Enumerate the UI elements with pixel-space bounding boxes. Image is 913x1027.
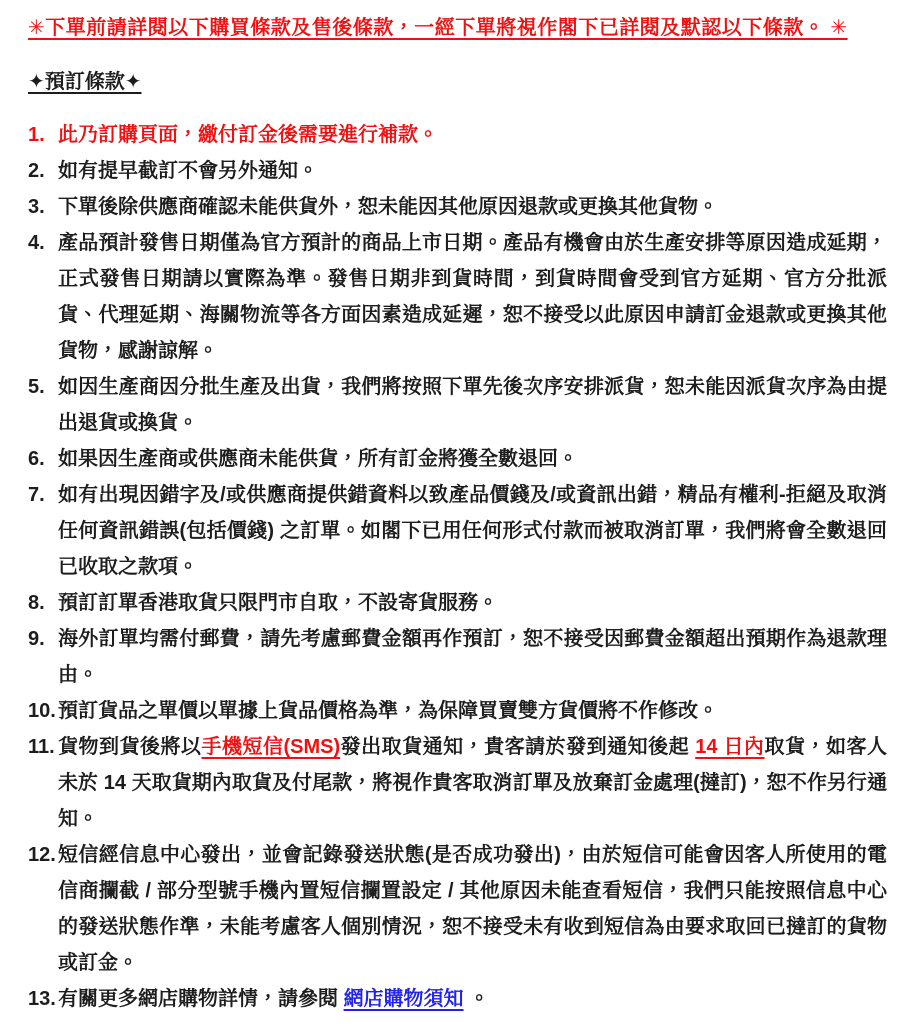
text-run: 如有出現因錯字及/或供應商提供錯資料以致產品價錢及/或資訊出錯，精品有權利-拒絕及取消任何資訊錯誤(包括價錢) 之訂單。如閣下已用任何形式付款而被取消訂單，我們將會全數退回已收取之款項。 — [58, 484, 887, 578]
text-run: 產品預計發售日期僅為官方預計的商品上市日期。產品有機會由於生產安排等原因造成延期，正式發售日期請以實際為準。發售日期非到貨時間，到貨時間會受到官方延期、官方分批派貨、代理延期、海關物流等各方面因素造成延遲，恕不接受以此原因申請訂金退款或更換其他貨物，感謝諒解。 — [58, 232, 887, 362]
term-text — [58, 153, 887, 189]
text-run: 貨物到貨後將以 — [58, 736, 202, 758]
term-number: 2. — [28, 160, 45, 182]
term-item-6 — [28, 441, 887, 477]
term-number: 12. — [28, 844, 56, 866]
text-run: 短信經信息中心發出，並會記錄發送狀態(是否成功發出)，由於短信可能會因客人所使用的電信商攔截 / 部分型號手機內置短信攔置設定 / 其他原因未能查看短信，我們只能按照信息中心的發送狀態作準，未能考慮客人個別情況，恕不接受未有收到短信為由要求取回已撻訂的貨物或訂金。 — [58, 844, 887, 974]
pre-order-warning-header: ✳下單前請詳閱以下購買條款及售後條款，一經下單將視作閣下已詳閱及默認以下條款。 ✳ — [28, 17, 848, 39]
term-number: 13. — [28, 988, 56, 1010]
term-item-1 — [28, 117, 887, 153]
term-item-8 — [28, 585, 887, 621]
text-run: 此乃訂購頁面，繳付訂金後需要進行補款。 — [58, 124, 438, 146]
term-item-4 — [28, 225, 887, 369]
pickup-deadline-highlight: 14 日內 — [695, 736, 765, 758]
term-number: 10. — [28, 700, 56, 722]
term-item-9 — [28, 621, 887, 693]
term-number: 5. — [28, 376, 45, 398]
term-item-7 — [28, 477, 887, 585]
term-text — [58, 585, 887, 621]
term-text — [58, 837, 887, 981]
section-title-preorder-terms: ✦預訂條款✦ — [28, 71, 142, 93]
text-run: 預訂訂單香港取貨只限門市自取，不設寄貨服務。 — [58, 592, 498, 614]
term-item-5 — [28, 369, 887, 441]
term-text — [58, 477, 887, 585]
term-item-3 — [28, 189, 887, 225]
text-run: 有關更多網店購物詳情，請參閱 — [58, 988, 344, 1010]
term-number: 11. — [28, 736, 55, 758]
sms-notice-highlight: 手機短信(SMS) — [201, 736, 341, 758]
text-run: 海外訂單均需付郵費，請先考慮郵費金額再作預訂，恕不接受因郵費金額超出預期作為退款理由。 — [58, 628, 887, 686]
term-text — [58, 981, 887, 1017]
term-item-10 — [28, 693, 887, 729]
term-item-2 — [28, 153, 887, 189]
term-item-13 — [28, 981, 887, 1017]
term-text — [58, 117, 887, 153]
term-number: 3. — [28, 196, 45, 218]
term-item-11 — [28, 729, 887, 837]
term-item-12 — [28, 837, 887, 981]
text-run: 下單後除供應商確認未能供貨外，恕未能因其他原因退款或更換其他貨物。 — [58, 196, 718, 218]
term-text — [58, 225, 887, 369]
terms-list — [28, 117, 887, 1017]
term-number: 7. — [28, 484, 45, 506]
term-number: 8. — [28, 592, 45, 614]
term-number: 4. — [28, 232, 45, 254]
term-text — [58, 621, 887, 693]
term-number: 9. — [28, 628, 45, 650]
text-run: 如因生產商因分批生產及出貨，我們將按照下單先後次序安排派貨，恕未能因派貨次序為由提出退貨或換貨。 — [58, 376, 887, 434]
term-text — [58, 441, 887, 477]
text-run: 。 — [463, 988, 490, 1010]
text-run: 發出取貨通知，貴客請於發到通知後起 — [340, 736, 696, 758]
shop-purchase-notice-link[interactable]: 網店購物須知 — [343, 988, 464, 1010]
text-run: 預訂貨品之單價以單據上貨品價格為準，為保障買賣雙方貨價將不作修改。 — [58, 700, 718, 722]
term-number: 1. — [28, 124, 45, 146]
text-run: 如果因生產商或供應商未能供貨，所有訂金將獲全數退回。 — [58, 448, 578, 470]
term-number: 6. — [28, 448, 45, 470]
text-run: 取貨，如客人未於 14 天取貨期內取貨及付尾款，將視作貴客取消訂單及放棄訂金處理(撻訂)，恕不作另行通知。 — [58, 736, 888, 830]
term-text — [58, 189, 887, 225]
term-text — [58, 369, 887, 441]
term-text — [58, 729, 887, 837]
term-text — [58, 693, 887, 729]
text-run: 如有提早截訂不會另外通知。 — [58, 160, 318, 182]
